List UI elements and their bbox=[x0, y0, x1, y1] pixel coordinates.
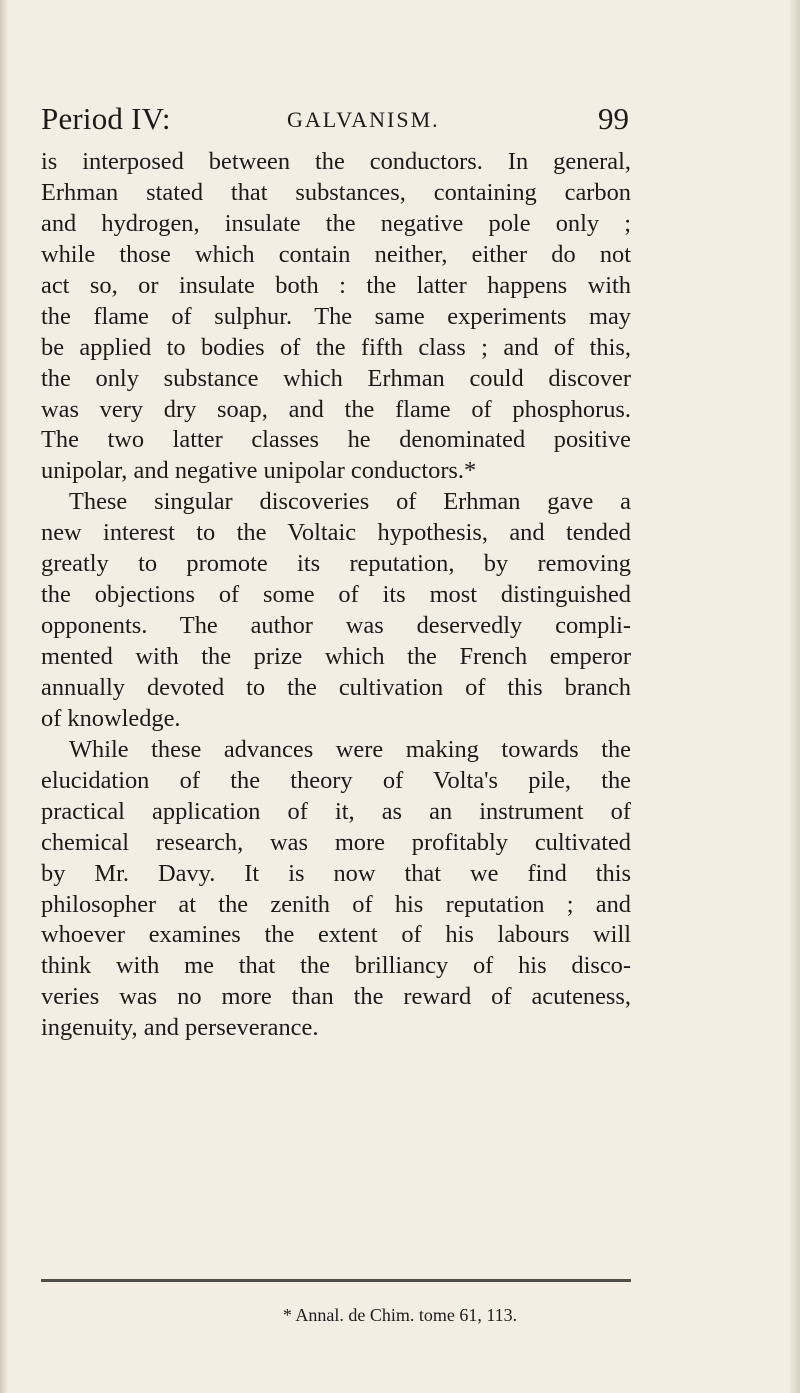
text-line: was very dry soap, and the flame of phosphorus. bbox=[41, 395, 631, 423]
text-line: think with me that the brilliancy of his disco- bbox=[41, 952, 631, 980]
paragraph-2 bbox=[41, 487, 631, 735]
page-right-edge bbox=[788, 0, 800, 1393]
text-line: act so, or insulate both : the latter happens with bbox=[41, 271, 631, 299]
text-line: annually devoted to the cultivation of this branch bbox=[41, 673, 631, 701]
text-line: The two latter classes he denominated positive bbox=[41, 426, 631, 454]
footnote-rule bbox=[41, 1279, 631, 1282]
page-number: 99 bbox=[598, 101, 629, 136]
text-line: chemical research, was more profitably cultivated bbox=[41, 828, 631, 856]
text-line: and hydrogen, insulate the negative pole only ; bbox=[41, 209, 631, 237]
footnote: * Annal. de Chim. tome 61, 113. bbox=[282, 1305, 518, 1325]
text-line: unipolar, and negative unipolar conductors.* bbox=[41, 457, 477, 485]
text-line: be applied to bodies of the fifth class ; and of this, bbox=[41, 333, 631, 361]
text-line: veries was no more than the reward of acuteness, bbox=[41, 983, 631, 1011]
text-line: by Mr. Davy. It is now that we find this bbox=[41, 859, 631, 887]
text-line: greatly to promote its reputation, by removing bbox=[41, 550, 631, 578]
page-left-edge bbox=[0, 0, 8, 1393]
text-line: of knowledge. bbox=[41, 704, 181, 732]
page-header bbox=[41, 99, 629, 139]
body-text bbox=[41, 147, 631, 1044]
text-line: the objections of some of its most distinguished bbox=[41, 581, 631, 609]
text-line: new interest to the Voltaic hypothesis, and tended bbox=[41, 519, 631, 547]
text-line: While these advances were making towards the bbox=[69, 735, 631, 763]
text-line: opponents. The author was deservedly compli- bbox=[41, 612, 631, 640]
text-line: philosopher at the zenith of his reputation ; and bbox=[41, 890, 631, 918]
text-line: ingenuity, and perseverance. bbox=[41, 1014, 319, 1042]
text-line: practical application of it, as an instrument of bbox=[41, 797, 631, 825]
text-line: These singular discoveries of Erhman gave a bbox=[69, 488, 631, 516]
text-line: is interposed between the conductors. In general, bbox=[41, 148, 631, 175]
text-line: whoever examines the extent of his labours will bbox=[41, 921, 631, 949]
text-line: elucidation of the theory of Volta's pile, the bbox=[41, 766, 631, 794]
text-line: the only substance which Erhman could discover bbox=[41, 364, 631, 392]
paragraph-3 bbox=[41, 735, 631, 1044]
text-line: mented with the prize which the French emperor bbox=[41, 643, 631, 670]
text-line: the flame of sulphur. The same experiments may bbox=[41, 302, 631, 330]
running-title-left: Period IV: bbox=[41, 101, 171, 136]
paragraph-1 bbox=[41, 147, 631, 487]
text-line: while those which contain neither, either do not bbox=[41, 240, 631, 268]
running-title-center: GALVANISM. bbox=[287, 107, 440, 132]
text-line: Erhman stated that substances, containing carbon bbox=[41, 178, 631, 206]
